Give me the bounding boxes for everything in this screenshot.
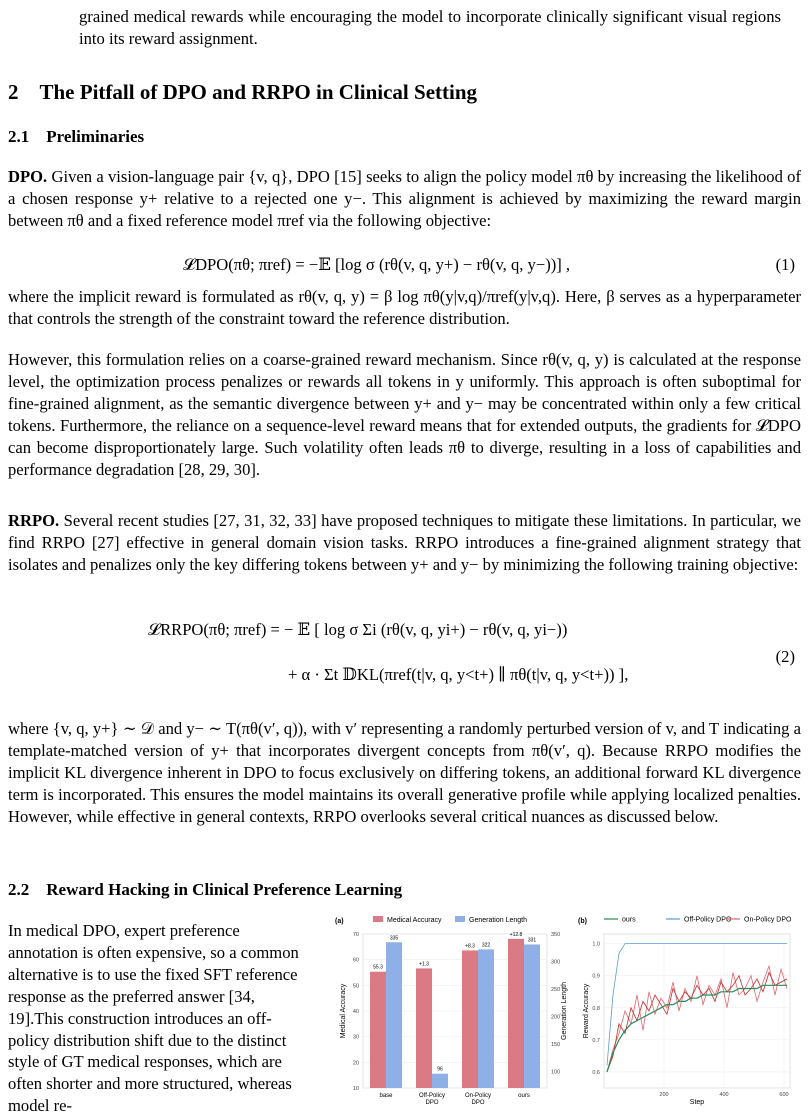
bar-medical-accuracy [416, 968, 432, 1088]
y-tick-right: 100 [551, 1069, 561, 1076]
y-tick-left: 50 [352, 983, 359, 990]
y-axis-label-left: Medical Accuracy [340, 983, 347, 1039]
y-tick-left: 60 [352, 957, 359, 964]
equation-2: 𝓛RRPO(πθ; πref) = − 𝔼 [ log σ Σi (rθ(v, q, yi+) − rθ(v, q, yi−)) + α · Σt 𝔻KL(πref(t|v, q, y<t+) ∥ πθ(t|v, q, y<t+)) ], (2) [148, 620, 795, 684]
subsection-2-1-heading: 2.1 Preliminaries [8, 127, 145, 146]
x-tick-label: Off-Policy [419, 1093, 445, 1099]
bar-generation-length [524, 944, 540, 1088]
x-tick: 600 [779, 1092, 789, 1098]
bar-generation-length [432, 1074, 448, 1088]
x-tick-label: base [379, 1093, 393, 1099]
bar-generation-length [478, 949, 494, 1088]
data-label: 322 [481, 942, 491, 949]
x-axis-label: Step [689, 1099, 705, 1106]
x-tick-label: DPO [425, 1100, 439, 1106]
panel-label: (a) [335, 918, 344, 925]
bar-medical-accuracy [370, 972, 386, 1088]
section-2-heading: 2 The Pitfall of DPO and RRPO in Clinical Setting [8, 80, 478, 104]
x-tick-label: ours [518, 1093, 530, 1099]
data-label: 55.3 [373, 964, 383, 971]
y-tick-right: 300 [551, 959, 561, 966]
data-label: +12.8 [509, 931, 523, 938]
rrpo-paragraph: RRPO. Several recent studies [27, 31, 32, 33] have proposed techniques to mitigate these limitations. In particular, we find RRPO [27] effective in general domain vision tasks. RRPO introduces a fine-grained alignment strategy that isolates and penalizes only the key differing tokens between y+ and y− by minimizing the following training objective: [8, 511, 802, 574]
y-axis-label-right: Generation Length [561, 982, 568, 1040]
equation-1: 𝓛DPO(πθ; πref) = −𝔼 [log σ (rθ(v, q, y+) − rθ(v, q, y−))] , (1) [183, 255, 795, 274]
x-tick: 400 [719, 1092, 729, 1098]
plot-area [604, 934, 790, 1088]
y-tick: 1.0 [592, 941, 600, 948]
bar-generation-length [386, 942, 402, 1088]
legend-swatch [373, 916, 383, 922]
rrpo-explanation-paragraph: where {v, q, y+} ∼ 𝒟 and y− ∼ T(πθ(v′, q)), with v′ representing a randomly perturbed version of v, and T indicating a template-matched version of y+ that incorporates divergent concepts from πθ(v′, q). Because RRPO modifies the implicit KL divergence inherent in DPO to focus exclusively on differing tokens, an additional forward KL divergence term is incorporated. This ensures the model maintains its overall generative profile while applying localized penalties. However, while effective in general contexts, RRPO overlooks several critical nuances as discussed below. [8, 719, 801, 826]
line-chart-b [576, 908, 801, 1108]
dpo-reward-definition: where the implicit reward is formulated as rθ(v, q, y) = β log πθ(y|v,q)/πref(y|v,q). Here, β serves as a hyperparameter that controls the strength of the constraint toward the reference distribution. [8, 287, 801, 328]
y-tick-right: 200 [551, 1014, 561, 1021]
y-tick-left: 70 [352, 932, 359, 938]
intro-tail: grained medical rewards while encouraging the model to incorporate clinically significant visual regions into its reward assignment. [79, 7, 781, 48]
legend-label: Medical Accuracy [387, 917, 442, 924]
coarse-grained-paragraph: However, this formulation relies on a coarse-grained reward mechanism. Since rθ(v, q, y) is calculated at the response level, the optimization process penalizes or rewards all tokens in y uniformly. This approach is often suboptimal for fine-grained alignment, as the semantic divergence between y+ and y− may be concentrated within only a few critical tokens. Furthermore, the reliance on a sequence-level reward means that for extended outputs, the gradients for 𝓛DPO can become disproportionately large. Such volatility often leads πθ to diverge, resulting in a loss of capabilities and performance degradation [28, 29, 30]. [8, 350, 801, 479]
bar-medical-accuracy [508, 939, 524, 1088]
legend-label: Off-Policy DPO [684, 916, 732, 924]
subsection-2-2-heading: 2.2 Reward Hacking in Clinical Preference Learning [8, 880, 403, 899]
x-tick-label: On-Policy [464, 1093, 492, 1099]
reward-hacking-paragraph: In medical DPO, expert preference annotation is often expensive, so a common alternative is to use the fixed SFT reference response as the preferred answer [34, 19].This construction introduces an off-policy distribution shift due to the distinct style of GT medical responses, which are often shorter and more structured, whereas model re- [8, 921, 299, 1116]
y-tick: 0.9 [592, 973, 600, 980]
bar-chart-a [333, 908, 571, 1108]
dpo-paragraph: DPO. Given a vision-language pair {v, q}, DPO [15] seeks to align the policy model πθ by increasing the likelihood of a chosen response y+ relative to a rejected one y−. This alignment is achieved by maximizing the reward margin between πθ and a fixed reference model πref via the following objective: [8, 167, 801, 230]
y-tick: 0.8 [592, 1005, 600, 1012]
x-tick-label: DPO [471, 1100, 485, 1106]
y-tick-right: 250 [551, 987, 561, 993]
data-label: 96 [437, 1066, 443, 1073]
y-tick-left: 10 [352, 1086, 359, 1092]
bar-medical-accuracy [462, 950, 478, 1088]
y-tick: 0.6 [592, 1069, 600, 1076]
y-tick-left: 20 [352, 1060, 359, 1067]
legend-label: Generation Length [469, 917, 527, 924]
y-axis-label: Reward Accuracy [583, 983, 590, 1039]
legend-swatch [455, 916, 465, 922]
data-label: 331 [527, 937, 537, 944]
x-tick: 200 [659, 1092, 669, 1098]
data-label: +1.3 [419, 961, 429, 968]
y-tick-left: 30 [352, 1034, 359, 1041]
panel-label: (b) [578, 918, 587, 925]
legend-label: On-Policy DPO [744, 916, 792, 924]
y-tick-right: 150 [551, 1042, 561, 1048]
legend-label: ours [622, 916, 636, 924]
data-label: +8.3 [465, 943, 475, 950]
y-tick: 0.7 [592, 1037, 600, 1044]
y-tick-left: 40 [352, 1009, 359, 1015]
y-tick-right: 350 [551, 932, 561, 938]
data-label: 335 [389, 935, 399, 942]
